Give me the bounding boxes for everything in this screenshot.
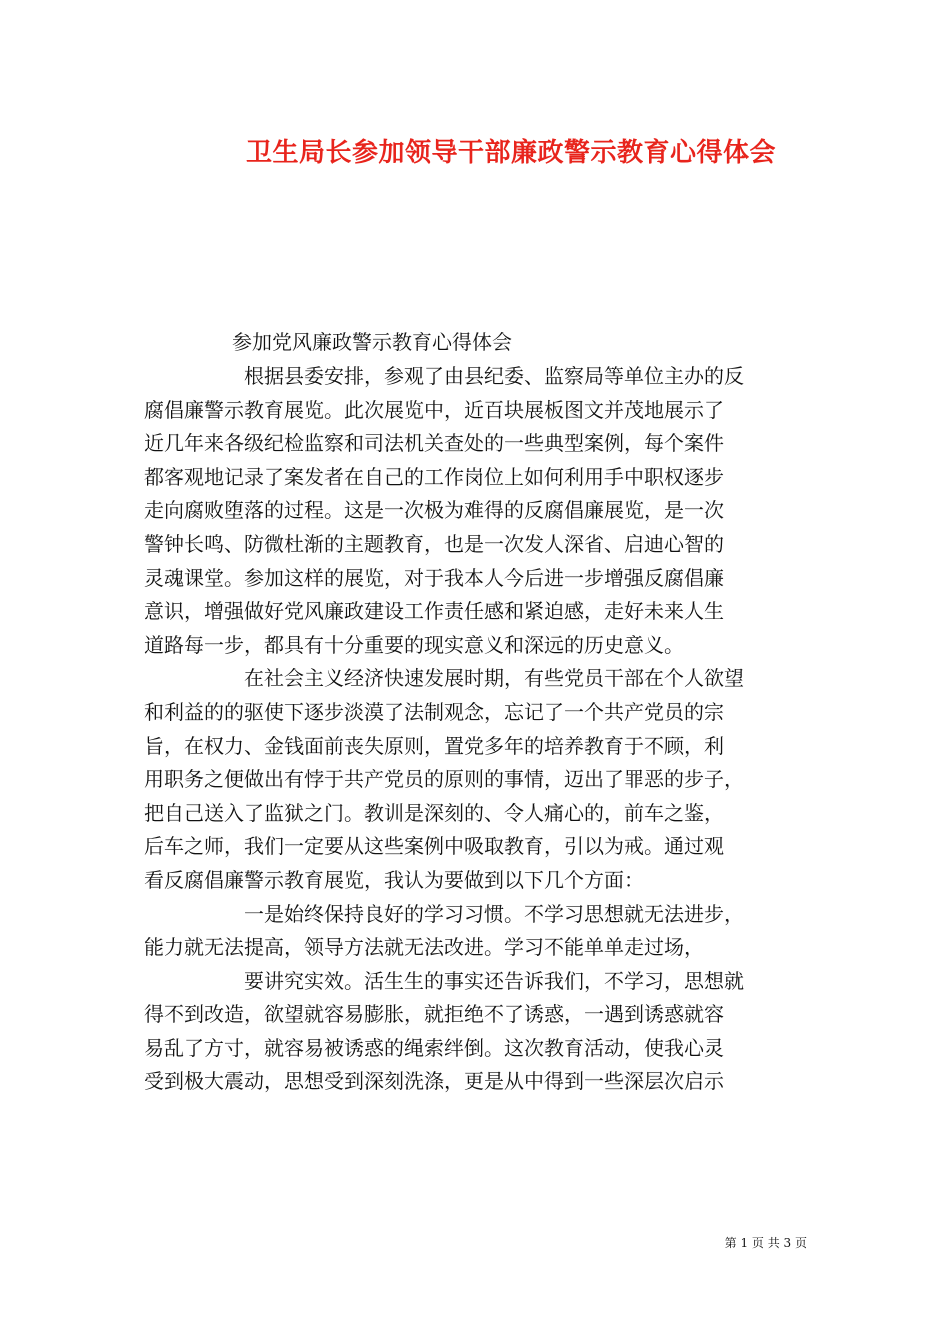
paragraph-4 bbox=[144, 965, 816, 1099]
text-line: 旨，在权力、金钱面前丧失原则，置党多年的培养教育于不顾，利 bbox=[144, 733, 724, 758]
text-line: 要讲究实效。活生生的事实还告诉我们，不学习，思想就 bbox=[244, 968, 744, 993]
paragraph-2 bbox=[144, 662, 816, 897]
text-line: 都客观地记录了案发者在自己的工作岗位上如何利用手中职权逐步 bbox=[144, 464, 724, 489]
document-body bbox=[144, 360, 816, 1099]
text-line: 把自己送入了监狱之门。教训是深刻的、令人痛心的，前车之鉴， bbox=[144, 800, 724, 825]
text-line: 用职务之便做出有悖于共产党员的原则的事情，迈出了罪恶的步子， bbox=[144, 767, 744, 792]
paragraph-1 bbox=[144, 360, 816, 662]
text-line: 道路每一步，都具有十分重要的现实意义和深远的历史意义。 bbox=[144, 632, 684, 657]
text-line: 一是始终保持良好的学习习惯。不学习思想就无法进步， bbox=[244, 901, 744, 926]
text-line: 走向腐败堕落的过程。这是一次极为难得的反腐倡廉展览，是一次 bbox=[144, 498, 724, 523]
text-line: 警钟长鸣、防微杜渐的主题教育，也是一次发人深省、启迪心智的 bbox=[144, 531, 724, 556]
text-line: 和利益的的驱使下逐步淡漠了法制观念，忘记了一个共产党员的宗 bbox=[144, 699, 724, 724]
text-line: 易乱了方寸，就容易被诱惑的绳索绊倒。这次教育活动，使我心灵 bbox=[144, 1035, 724, 1060]
document-title: 卫生局长参加领导干部廉政警示教育心得体会 bbox=[245, 138, 776, 168]
text-line: 后车之师，我们一定要从这些案例中吸取教育，引以为戒。通过观 bbox=[144, 834, 724, 859]
page-footer: 第 1 页 共 3 页 bbox=[724, 1236, 807, 1250]
text-line: 在社会主义经济快速发展时期，有些党员干部在个人欲望 bbox=[244, 666, 744, 691]
text-line: 能力就无法提高，领导方法就无法改进。学习不能单单走过场， bbox=[144, 935, 704, 960]
text-line: 看反腐倡廉警示教育展览，我认为要做到以下几个方面： bbox=[144, 867, 644, 892]
text-line: 得不到改造，欲望就容易膨胀，就拒绝不了诱惑，一遇到诱惑就容 bbox=[144, 1002, 724, 1027]
text-line: 意识，增强做好党风廉政建设工作责任感和紧迫感，走好未来人生 bbox=[144, 599, 724, 624]
text-line: 根据县委安排，参观了由县纪委、监察局等单位主办的反 bbox=[244, 364, 744, 388]
paragraph-3 bbox=[144, 898, 816, 965]
text-line: 受到极大震动，思想受到深刻洗涤，更是从中得到一些深层次启示 bbox=[144, 1069, 724, 1094]
text-line: 腐倡廉警示教育展览。此次展览中，近百块展板图文并茂地展示了 bbox=[144, 397, 724, 422]
document-subtitle: 参加党风廉政警示教育心得体会 bbox=[232, 330, 512, 354]
text-line: 近几年来各级纪检监察和司法机关查处的一些典型案例，每个案件 bbox=[144, 431, 724, 456]
text-line: 灵魂课堂。参加这样的展览，对于我本人今后进一步增强反腐倡廉 bbox=[144, 565, 724, 590]
